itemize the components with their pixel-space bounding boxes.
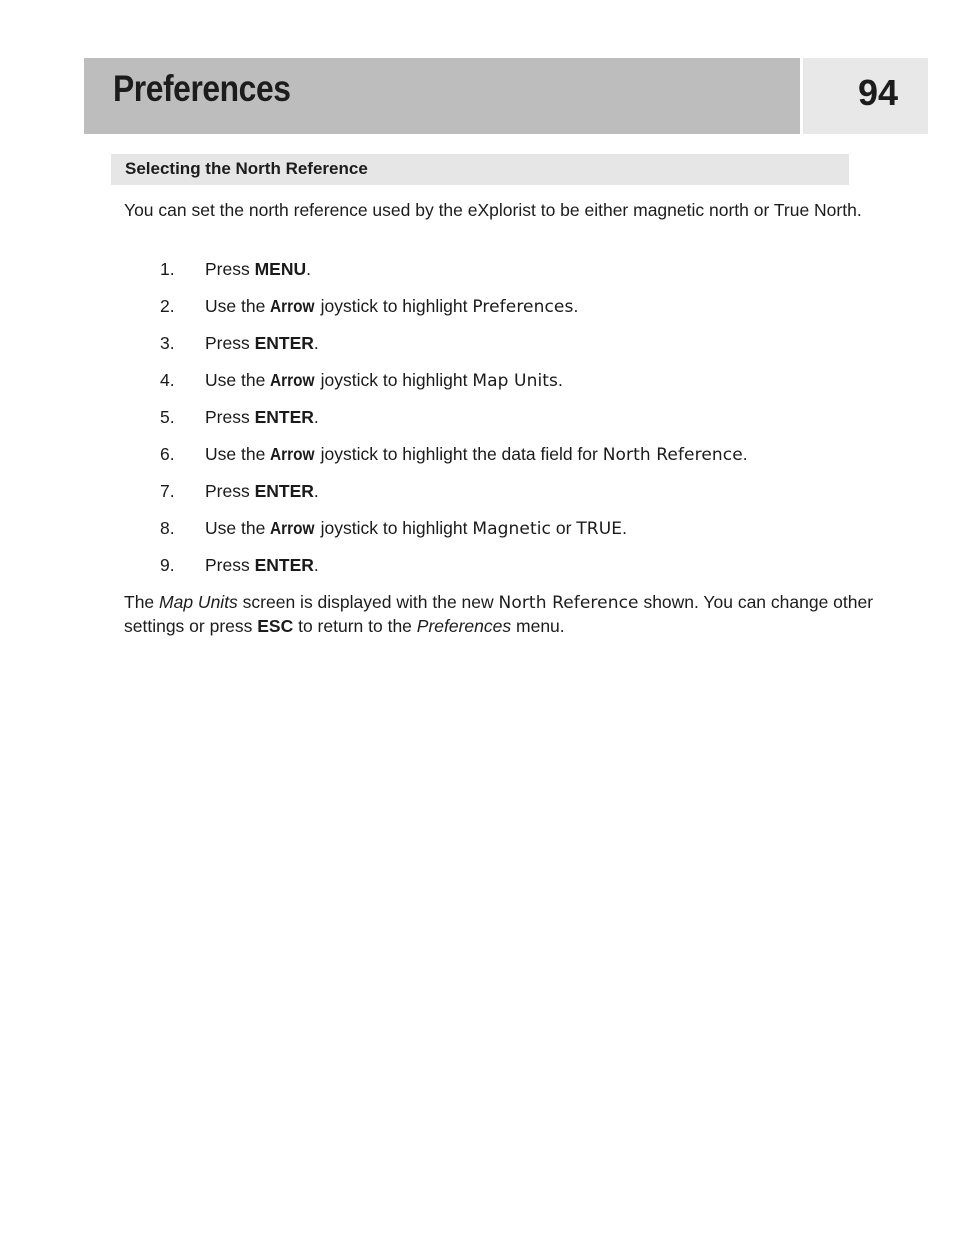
step-text: Press ENTER. <box>205 407 319 427</box>
list-item <box>124 406 884 443</box>
chapter-header <box>84 58 800 134</box>
list-item <box>124 517 884 554</box>
step-number: 2. <box>160 296 175 316</box>
step-text: Use the Arrow joystick to highlight Map Units. <box>205 370 563 391</box>
step-number: 9. <box>160 555 175 575</box>
list-item <box>124 554 884 591</box>
step-number: 1. <box>160 259 175 279</box>
page-number-box <box>803 58 928 134</box>
chapter-title: Preferences <box>113 68 291 109</box>
step-number: 7. <box>160 481 175 501</box>
list-item <box>124 258 884 295</box>
step-number: 6. <box>160 444 175 464</box>
step-number: 8. <box>160 518 175 538</box>
list-item <box>124 332 884 369</box>
steps-list <box>124 258 884 591</box>
step-text: Press ENTER. <box>205 333 319 353</box>
list-item <box>124 480 884 517</box>
intro-paragraph: You can set the north reference used by the eXplorist to be either magnetic north or True North. <box>124 200 862 220</box>
step-text: Use the Arrow joystick to highlight Magnetic or TRUE. <box>205 518 627 539</box>
step-number: 3. <box>160 333 175 353</box>
page-number: 94 <box>857 72 898 113</box>
step-number: 5. <box>160 407 175 427</box>
section-bar <box>111 154 849 185</box>
list-item <box>124 443 884 480</box>
step-text: Use the Arrow joystick to highlight Preferences. <box>205 296 579 317</box>
step-text: Press ENTER. <box>205 555 319 575</box>
list-item <box>124 295 884 332</box>
list-item <box>124 369 884 406</box>
step-text: Press MENU. <box>205 259 312 279</box>
step-number: 4. <box>160 370 175 390</box>
step-text: Use the Arrow joystick to highlight the data field for North Reference. <box>205 444 748 465</box>
step-text: Press ENTER. <box>205 481 319 501</box>
closing-paragraph: The Map Units screen is displayed with the new North Reference shown. You can change other settings or press ESC to return to the Preferences menu. <box>124 592 874 636</box>
section-title: Selecting the North Reference <box>125 159 368 178</box>
